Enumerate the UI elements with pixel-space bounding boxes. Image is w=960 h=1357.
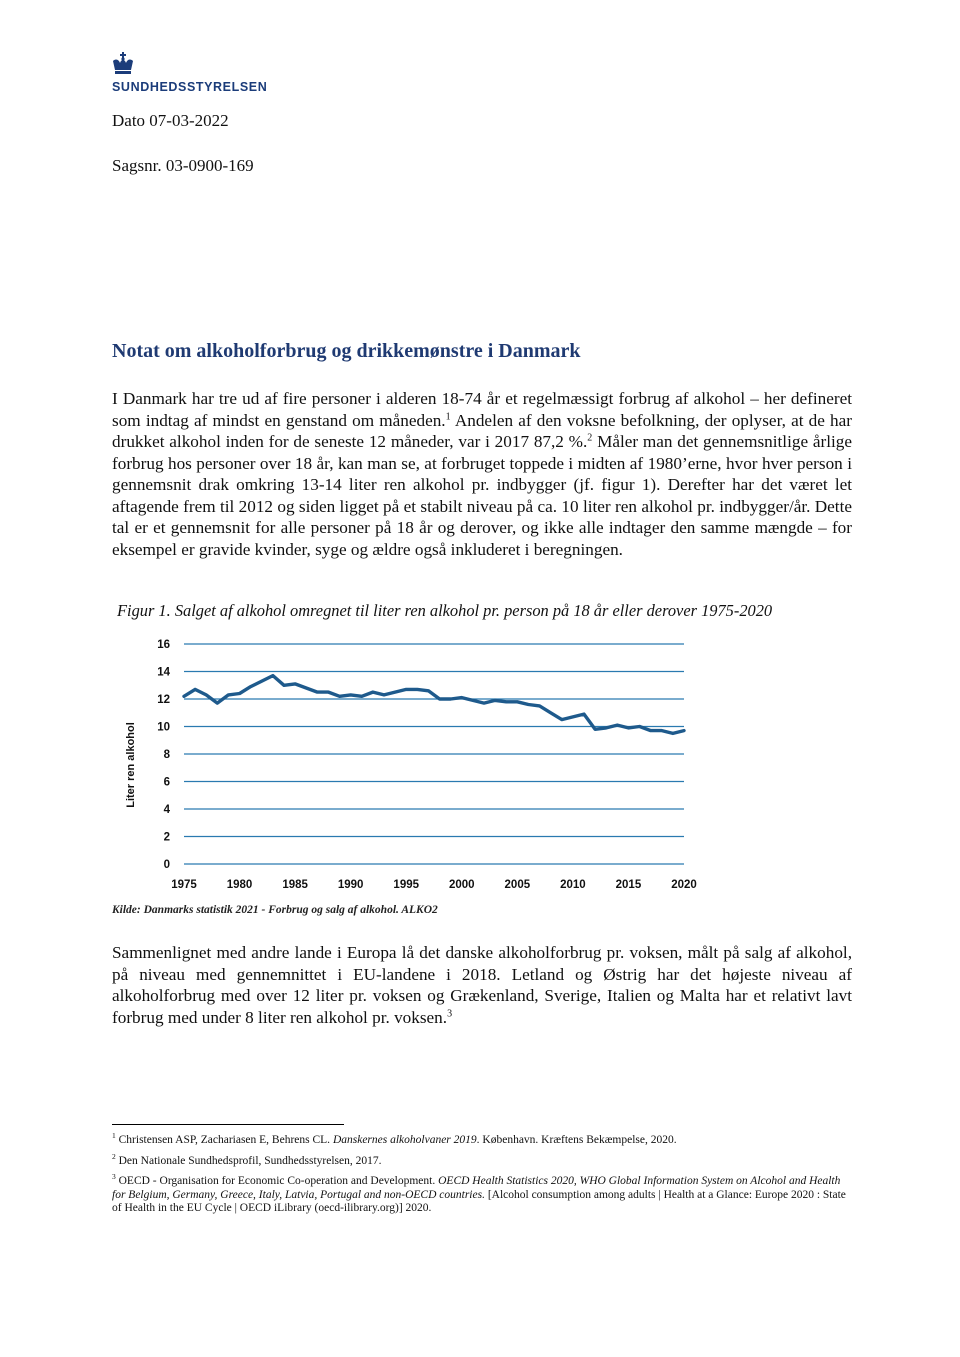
x-tick-label: 1985	[282, 879, 308, 891]
footnote-text: OECD - Organisation for Economic Co-operation and Development.	[118, 1175, 439, 1187]
footnote-italic: Danskernes alkoholvaner 2019	[332, 1134, 477, 1146]
y-tick-label: 12	[157, 694, 170, 706]
footnote-text: Christensen ASP, Zachariasen E, Behrens CL.	[118, 1134, 333, 1146]
figure-source: Kilde: Danmarks statistik 2021 - Forbrug og salg af alkohol. ALKO2	[112, 904, 438, 916]
comparison-text: Sammenlignet med andre lande i Europa lå det danske alkoholforbrug pr. voksen, målt på salg af alkohol, på niveau med gennemnittet i EU-landene i 2018. Letland og Østrig har det højeste niveau af alkoholforbrug med over 12 liter pr. voksen og Grækenland, Sverige, Italien og Malta har et relativt lavt forbrug med under 8 liter ren alkohol pr. voksen.	[112, 943, 852, 1027]
footnote-ref-3: 3	[447, 1007, 453, 1019]
footnote-italic: OECD Health Statistics 2020, WHO Global Information System on Alcohol and Health for Belgium, Germany, Greece, Italy, Latvia, Portugal and non-OECD countries.	[112, 1175, 841, 1201]
line-chart	[112, 630, 712, 900]
y-axis-label: Liter ren alkohol	[125, 722, 137, 808]
x-tick-label: 1990	[337, 879, 364, 891]
figure-caption: Figur 1. Salget af alkohol omregnet til liter ren alkohol pr. person på 18 år eller derover 1975-2020	[117, 601, 773, 620]
y-tick-label: 0	[163, 859, 170, 871]
x-tick-label: 1995	[393, 879, 420, 891]
y-tick-label: 2	[163, 831, 170, 844]
y-tick-label: 6	[163, 776, 170, 789]
x-tick-label: 1980	[226, 879, 253, 891]
intro-paragraph	[112, 388, 852, 560]
footnote-number: 2	[112, 1152, 116, 1162]
document-date: Dato 07-03-2022	[112, 111, 229, 130]
intro-text-c: Måler man det gennemsnitlige årlige forbrug hos personer over 18 år, kan man se, at forbruget toppede i midten af 1980’erne, hvor hver person i gennemsnit drak omkring 13-14 liter ren alkohol pr. indbygger (jf. figur 1). Derefter har det været let aftagende frem til 2012 og siden ligget på et stabilt niveau på ca. 10 liter ren alkohol pr. indbygger/år. Dette tal er et gennemsnit for alle personer på 18 år og derover, og ikke alle indtager den samme mængde – for eksempel er gravide kvinder, syge og ældre også inkluderet i beregningen.	[112, 432, 852, 559]
case-number: Sagsnr. 03-0900-169	[112, 156, 254, 175]
y-tick-label: 14	[157, 666, 170, 679]
y-tick-label: 10	[157, 721, 170, 734]
footnote-1	[112, 1131, 852, 1148]
footnote-text: . København. Kræftens Bekæmpelse, 2020.	[476, 1134, 677, 1146]
y-tick-label: 16	[157, 639, 170, 651]
x-tick-label: 2005	[504, 879, 531, 891]
footnote-divider	[112, 1124, 344, 1125]
intro-text-b: Andelen af den voksne befolkning, der oplyser, at de har drukket alkohol inden for de seneste 12 måneder, var i 2017 87,2 %.	[112, 410, 852, 451]
intro-text-a: I Danmark har tre ud af fire personer i alderen 18-74 år et regelmæssigt forbrug af alkohol – her defineret som indtag af mindst en genstand om måneden.	[112, 389, 852, 430]
series-line	[184, 676, 684, 734]
x-tick-label: 2000	[448, 879, 475, 891]
comparison-paragraph	[112, 942, 852, 1028]
footnote-number: 1	[112, 1131, 116, 1141]
footnote-ref-2: 2	[587, 432, 593, 444]
footnote-number: 3	[112, 1172, 116, 1182]
x-tick-label: 2015	[615, 879, 642, 891]
x-tick-label: 2020	[671, 879, 697, 891]
crown-logo-icon	[112, 52, 134, 81]
footnote-2	[112, 1152, 852, 1169]
y-tick-label: 8	[163, 749, 170, 761]
y-tick-label: 4	[163, 804, 170, 816]
organization-name: SUNDHEDSSTYRELSEN	[112, 80, 268, 94]
footnote-text: Den Nationale Sundhedsprofil, Sundhedsstyrelsen, 2017.	[118, 1155, 382, 1167]
footnote-ref-1: 1	[445, 410, 451, 422]
x-tick-label: 2010	[560, 879, 586, 891]
x-tick-label: 1975	[171, 879, 197, 891]
footnote-text: [Alcohol consumption among adults | Health at a Glance: Europe 2020 : State of Health in the EU Cycle | OECD iLibrary (oecd-ilibrary.org)] 2020.	[112, 1188, 846, 1214]
footnote-3	[112, 1172, 852, 1216]
document-title: Notat om alkoholforbrug og drikkemønstre i Danmark	[112, 340, 581, 362]
